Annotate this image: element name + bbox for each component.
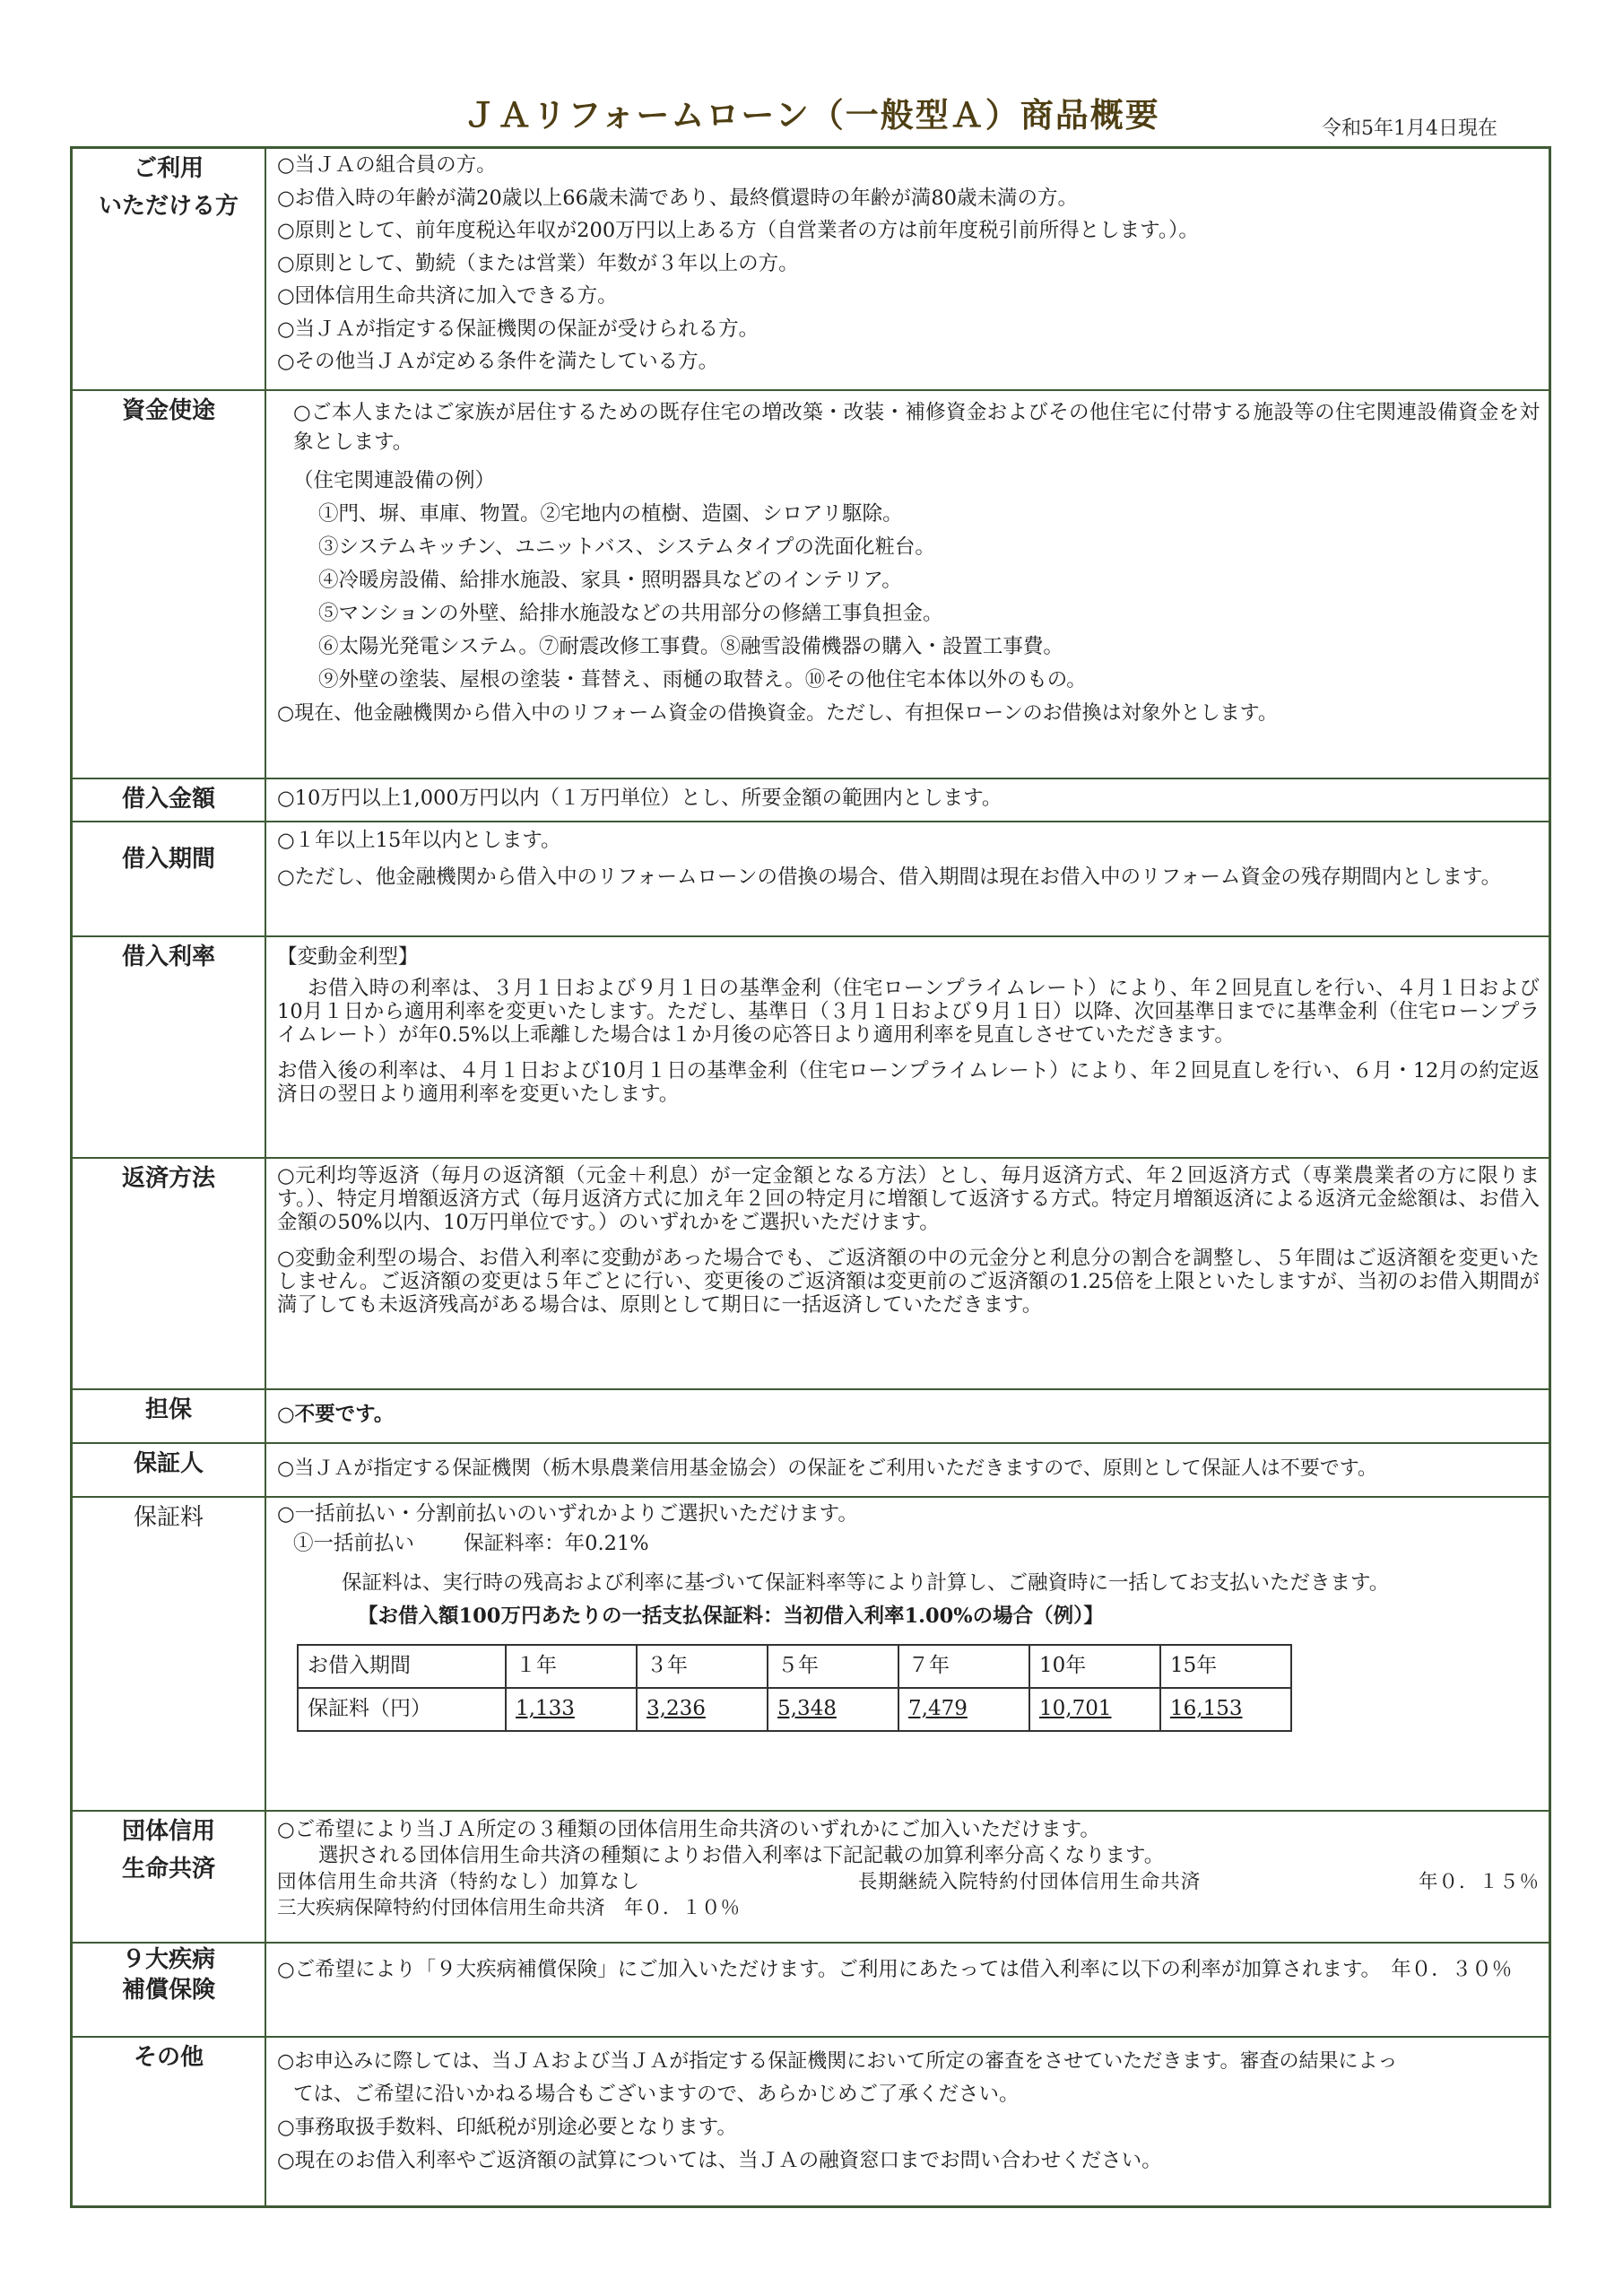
eligibility-line: ○原則として、勤続（または営業）年数が３年以上の方。 [277, 251, 799, 275]
rate-p1: お借入時の利率は、３月１日および９月１日の基準金利（住宅ローンプライムレート）により、年２回見直しを行い、４月１日および10月１日から適用利率を変更いたします。ただし、基準日（３月１日および９月１日）以降、次回基準日までに基準金利（住宅ローンプライムレート）が年0.5%以上乖離した場合は１か月後の応答日より適用利率を見直しさせていただきます。 [277, 976, 1540, 1047]
row-other [72, 2037, 1550, 2207]
row-collateral [72, 1389, 1550, 1443]
fee-table-term: ５年 [768, 1645, 898, 1688]
purpose-intro: ○ご本人またはご家族が居住するための既存住宅の増改築・改装・補修資金およびその他住宅に付帯する施設等の住宅関連設備資金を対象とします。 [293, 400, 1540, 454]
fee-table [297, 1644, 1292, 1732]
row-amount [72, 778, 1550, 822]
eligibility-line: ○当ＪＡの組合員の方。 [277, 153, 497, 177]
term-line1: ○１年以上15年以内とします。 [277, 828, 561, 852]
eligibility-line: ○その他当ＪＡが定める条件を満たしている方。 [277, 350, 719, 373]
content-amount [265, 778, 1550, 822]
guarantor-text: ○当ＪＡが指定する保証機関（栃木県農業信用基金協会）の保証をご利用いただきますので、原則として保証人は不要です。 [277, 1457, 1378, 1480]
fee-table-term: ７年 [898, 1645, 1029, 1688]
label-other: その他 [72, 2037, 266, 2207]
label-purpose: 資金使途 [72, 390, 266, 778]
fee-table-head-row [298, 1645, 1291, 1688]
row-repayment [72, 1158, 1550, 1389]
content-purpose [265, 390, 1550, 778]
fee-example: 【お借入額100万円あたりの一括支払保証料：当初借入利率1.00%の場合（例）】 [358, 1604, 1104, 1628]
content-rate [265, 936, 1550, 1158]
rate-head: 【変動金利型】 [277, 944, 419, 969]
fee-table-value: 16,153 [1160, 1688, 1291, 1731]
label-illness-insurance [72, 1943, 266, 2037]
fee-table-head-term: お借入期間 [298, 1645, 506, 1688]
term-line2: ○ただし、他金融機関から借入中のリフォームローンの借換の場合、借入期間は現在お借入中のリフォーム資金の残存期間内とします。 [277, 865, 1502, 889]
row-term [72, 822, 1550, 936]
label-guarantor: 保証人 [72, 1443, 266, 1497]
other-line1b: ては、ご希望に沿いかねる場合もございますので、あらかじめご了承ください。 [293, 2082, 1020, 2106]
fee-rate: 保証料率：年0.21% [464, 1531, 649, 1555]
content-other [265, 2037, 1550, 2207]
fee-table-value: 10,701 [1029, 1688, 1160, 1731]
label-eligibility-line2: いただける方 [98, 193, 239, 220]
fee-table-value: 5,348 [768, 1688, 898, 1731]
row-illness-insurance [72, 1943, 1550, 2037]
life-line1: ○ご希望により当ＪＡ所定の３種類の団体信用生命共済のいずれかにご加入いただけます。 [277, 1817, 1100, 1841]
eligibility-line: ○団体信用生命共済に加入できる方。 [277, 284, 618, 308]
label-repayment: 返済方法 [72, 1158, 266, 1389]
fee-table-term: 15年 [1160, 1645, 1291, 1688]
purpose-example: ⑤マンションの外壁、給排水施設などの共用部分の修繕工事負担金。 [318, 601, 943, 625]
label-life-line1: 団体信用 [121, 1817, 215, 1845]
row-guarantor [72, 1443, 1550, 1497]
collateral-text: ○不要です。 [277, 1403, 395, 1426]
life-row1 [277, 1869, 1540, 1895]
page-header [0, 88, 1623, 142]
rate-p2: お借入後の利率は、４月１日および10月１日の基準金利（住宅ローンプライムレート）により、年２回見直しを行い、６月・12月の約定返済日の翌日より適用利率を変更いたします。 [277, 1058, 1540, 1106]
label-illness-line1: ９大疾病 [121, 1945, 215, 1973]
fee-table-term: 10年 [1029, 1645, 1160, 1688]
purpose-example: ④冷暖房設備、給排水施設、家具・照明器具などのインテリア。 [318, 568, 902, 592]
purpose-example: ①門、塀、車庫、物置。②宅地内の植樹、造園、シロアリ駆除。 [318, 501, 903, 526]
as-of-date: 令和5年1月4日現在 [1322, 117, 1497, 140]
repayment-p1: ○元利均等返済（毎月の返済額（元金＋利息）が一定金額となる方法）とし、毎月返済方式、年２回返済方式（専業農業者の方に限ります。）、特定月増額返済方式（毎月返済方式に加え年２回の特定月に増額して返済する方式。特定月増額返済による返済元金総額は、お借入金額の50%以内、10万円単位です。）のいずれかをご選択いただけます。 [277, 1163, 1540, 1234]
row-fee [72, 1497, 1550, 1811]
label-rate: 借入利率 [72, 936, 266, 1158]
other-line3: ○現在のお借入利率やご返済額の試算については、当ＪＡの融資窓口までお問い合わせください。 [277, 2148, 1162, 2172]
product-summary-table [70, 146, 1551, 2208]
row-purpose [72, 390, 1550, 778]
fee-p: 保証料は、実行時の残高および利率に基づいて保証料率等により計算し、ご融資時に一括してお支払いただきます。 [342, 1570, 1390, 1595]
purpose-example: ⑥太陽光発電システム。⑦耐震改修工事費。⑧融雪設備機器の購入・設置工事費。 [318, 634, 1063, 658]
fee-table-head-fee: 保証料（円） [298, 1688, 506, 1731]
row-rate [72, 936, 1550, 1158]
life-line2: 選択される団体信用生命共済の種類によりお借入利率は下記記載の加算利率分高くなります。 [318, 1843, 1165, 1867]
label-life-insurance [72, 1811, 266, 1943]
life-row1-a: 団体信用生命共済（特約なし）加算なし [277, 1870, 641, 1893]
other-line1: ○お申込みに際しては、当ＪＡおよび当ＪＡが指定する保証機関において所定の審査をさせていただきます。審査の結果によっ [277, 2049, 1398, 2073]
row-eligibility [72, 148, 1550, 390]
repayment-p2: ○変動金利型の場合、お借入利率に変動があった場合でも、ご返済額の中の元金分と利息分の割合を調整し、５年間はご返済額を変更いたしません。ご返済額の変更は５年ごとに行い、変更後のご返済額は変更前のご返済額の1.25倍を上限といたしますが、当初のお借入期間が満了しても未返済残高がある場合は、原則として期日に一括返済していただきます。 [277, 1246, 1540, 1317]
life-row1-b: 長期継続入院特約付団体信用生命共済 [857, 1870, 1202, 1893]
fee-table-term: ３年 [637, 1645, 768, 1688]
label-amount: 借入金額 [72, 778, 266, 822]
eligibility-line: ○お借入時の年齢が満20歳以上66歳未満であり、最終償還時の年齢が満80歳未満の方。 [277, 186, 1079, 210]
content-fee [265, 1497, 1550, 1811]
row-life-insurance [72, 1811, 1550, 1943]
fee-table-value: 1,133 [506, 1688, 637, 1731]
fee-lump-sum: ①一括前払い [293, 1531, 415, 1555]
content-illness-insurance [265, 1943, 1550, 2037]
purpose-example: ③システムキッチン、ユニットバス、システムタイプの洗面化粧台。 [318, 535, 935, 559]
fee-table-term: １年 [506, 1645, 637, 1688]
life-row1-c: 年０．１５％ [1418, 1870, 1540, 1893]
other-line2: ○事務取扱手数料、印紙税が別途必要となります。 [277, 2115, 737, 2139]
content-eligibility [265, 148, 1550, 390]
content-repayment [265, 1158, 1550, 1389]
content-collateral [265, 1389, 1550, 1443]
purpose-last: ○現在、他金融機関から借入中のリフォーム資金の借換資金。ただし、有担保ローンのお借換は対象外とします。 [277, 701, 1278, 725]
eligibility-line: ○原則として、前年度税込年収が200万円以上ある方（自営業者の方は前年度税引前所得とします。）。 [277, 219, 1199, 242]
label-term: 借入期間 [72, 822, 266, 936]
fee-table-value: 3,236 [637, 1688, 768, 1731]
content-life-insurance [265, 1811, 1550, 1943]
fee-line2 [277, 1529, 1540, 1559]
label-fee: 保証料 [72, 1497, 266, 1811]
fee-table-value-row [298, 1688, 1291, 1731]
label-collateral: 担保 [72, 1389, 266, 1443]
page-title: ＪＡリフォームローン（一般型Ａ）商品概要 [463, 95, 1160, 135]
amount-text: ○10万円以上1,000万円以内（１万円単位）とし、所要金額の範囲内とします。 [277, 787, 1002, 810]
content-term [265, 822, 1550, 936]
illness-text: ○ご希望により「９大疾病補償保険」にご加入いただけます。ご利用にあたっては借入利率に以下の利率が加算されます。 年０．３０％ [277, 1957, 1513, 1981]
label-life-line2: 生命共済 [121, 1855, 215, 1883]
purpose-example: ⑨外壁の塗装、屋根の塗装・葺替え、雨樋の取替え。⑩その他住宅本体以外のもの。 [318, 667, 1087, 691]
label-eligibility-line1: ご利用 [133, 155, 204, 182]
label-eligibility [72, 148, 266, 390]
purpose-example-head: （住宅関連設備の例） [293, 468, 496, 492]
eligibility-line: ○当ＪＡが指定する保証機関の保証が受けられる方。 [277, 317, 759, 341]
life-row2: 三大疾病保障特約付団体信用生命共済 年０．１０％ [277, 1896, 741, 1919]
fee-line1: ○一括前払い・分割前払いのいずれかよりご選択いただけます。 [277, 1501, 858, 1526]
content-guarantor [265, 1443, 1550, 1497]
label-illness-line2: 補償保険 [121, 1976, 215, 2004]
fee-table-value: 7,479 [898, 1688, 1029, 1731]
